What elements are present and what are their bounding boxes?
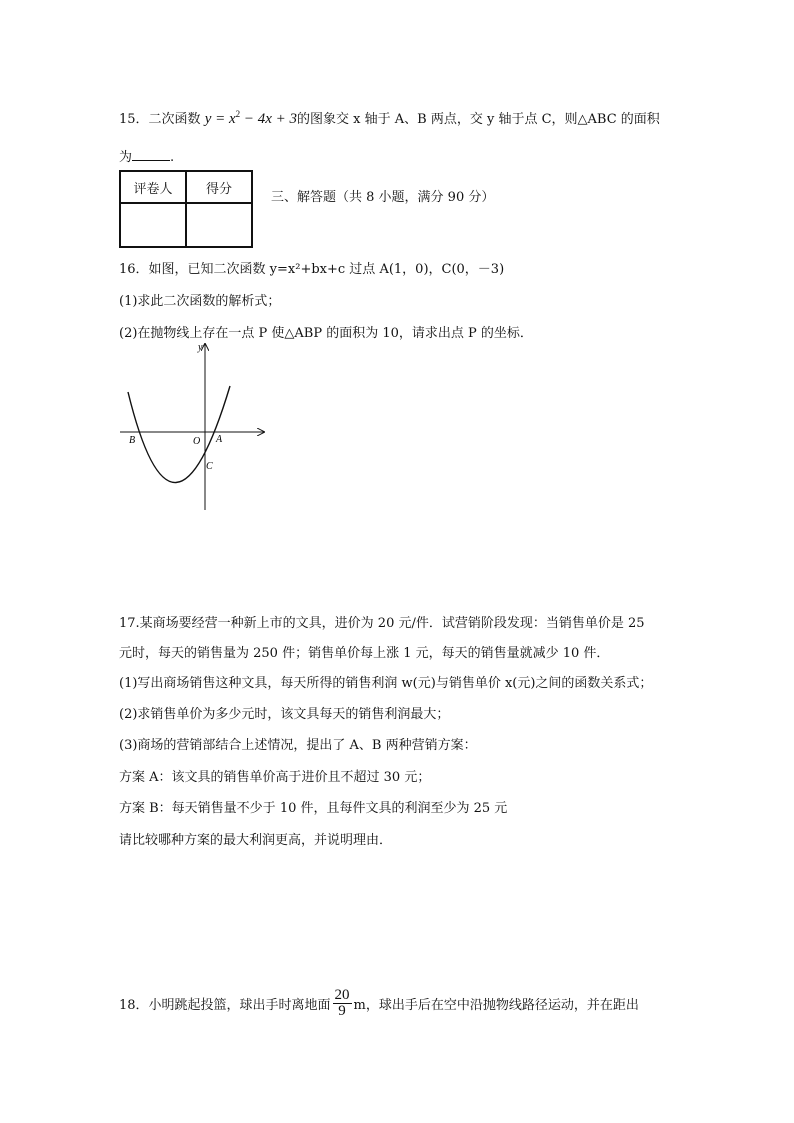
q18-fraction — [333, 988, 352, 1019]
q17-line8: 请比较哪种方案的最大利润更高，并说明理由． — [119, 833, 393, 848]
parabola-curve — [128, 386, 230, 483]
q15-line2 — [119, 146, 174, 165]
q17-line4: (2)求销售单价为多少元时，该文具每天的销售利润最大； — [119, 707, 450, 722]
score-table-header-score: 得分 — [186, 171, 252, 203]
q15-line1 — [119, 108, 660, 128]
q16-line3: (2)在抛物线上存在一点 P 使△ABP 的面积为 10，请求出点 P 的坐标． — [119, 326, 533, 341]
q17-line1: 17.某商场要经营一种新上市的文具，进价为 20 元/件．试营销阶段发现：当销售单价是 25 — [119, 616, 645, 631]
q18-fraction-numerator: 20 — [334, 987, 350, 1003]
q17-line3: (1)写出商场销售这种文具，每天所得的销售利润 w(元)与销售单价 x(元)之间的函数关系式； — [119, 676, 653, 691]
score-table — [119, 170, 253, 248]
score-table-header-grader: 评卷人 — [120, 171, 186, 203]
section-title: 三、解答题（共 8 小题，满分 90 分） — [271, 190, 495, 205]
label-c: C — [206, 461, 213, 472]
q15-answer-blank[interactable] — [132, 148, 170, 161]
parabola-graph — [118, 340, 268, 515]
label-a: A — [216, 434, 223, 445]
q15-text-c-prefix: 为 — [119, 150, 133, 165]
label-b: B — [129, 435, 136, 446]
score-table-grader-cell[interactable] — [120, 203, 186, 247]
q15-text-a: 二次函数 — [148, 112, 201, 127]
q16-line1: 16．如图，已知二次函数 y=x²+bx+c 过点 A(1，0)，C(0，－3) — [119, 262, 505, 277]
q18-text-a: 18．小明跳起投篮，球出手时离地面 — [119, 998, 331, 1013]
label-y: y — [198, 342, 203, 353]
q15-number: 15． — [119, 112, 149, 127]
q17-line6: 方案 A：该文具的销售单价高于进价且不超过 30 元； — [119, 770, 431, 785]
q17-line5: (3)商场的营销部结合上述情况，提出了 A、B 两种营销方案： — [119, 738, 477, 753]
q16-line2: (1)求此二次函数的解析式； — [119, 294, 281, 309]
q15-equation: $y = x^2 - 4x + 3$ — [204, 109, 298, 127]
q17-line7: 方案 B：每天销售量不少于 10 件，且每件文具的利润至少为 25 元 — [119, 801, 508, 816]
q17-line2: 元时，每天的销售量为 250 件；销售单价每上涨 1 元，每天的销售量就减少 10 件． — [119, 646, 610, 661]
label-o: O — [193, 436, 201, 447]
q15-text-b: 的图象交 x 轴于 A、B 两点，交 y 轴于点 C，则△ABC 的面积 — [297, 112, 660, 127]
score-table-score-cell[interactable] — [186, 203, 252, 247]
q15-text-c-suffix: . — [170, 150, 175, 165]
q18-line1 — [119, 988, 639, 1019]
q18-text-b: m，球出手后在空中沿抛物线路径运动，并在距出 — [353, 998, 639, 1013]
q18-fraction-denominator: 9 — [338, 1003, 346, 1019]
